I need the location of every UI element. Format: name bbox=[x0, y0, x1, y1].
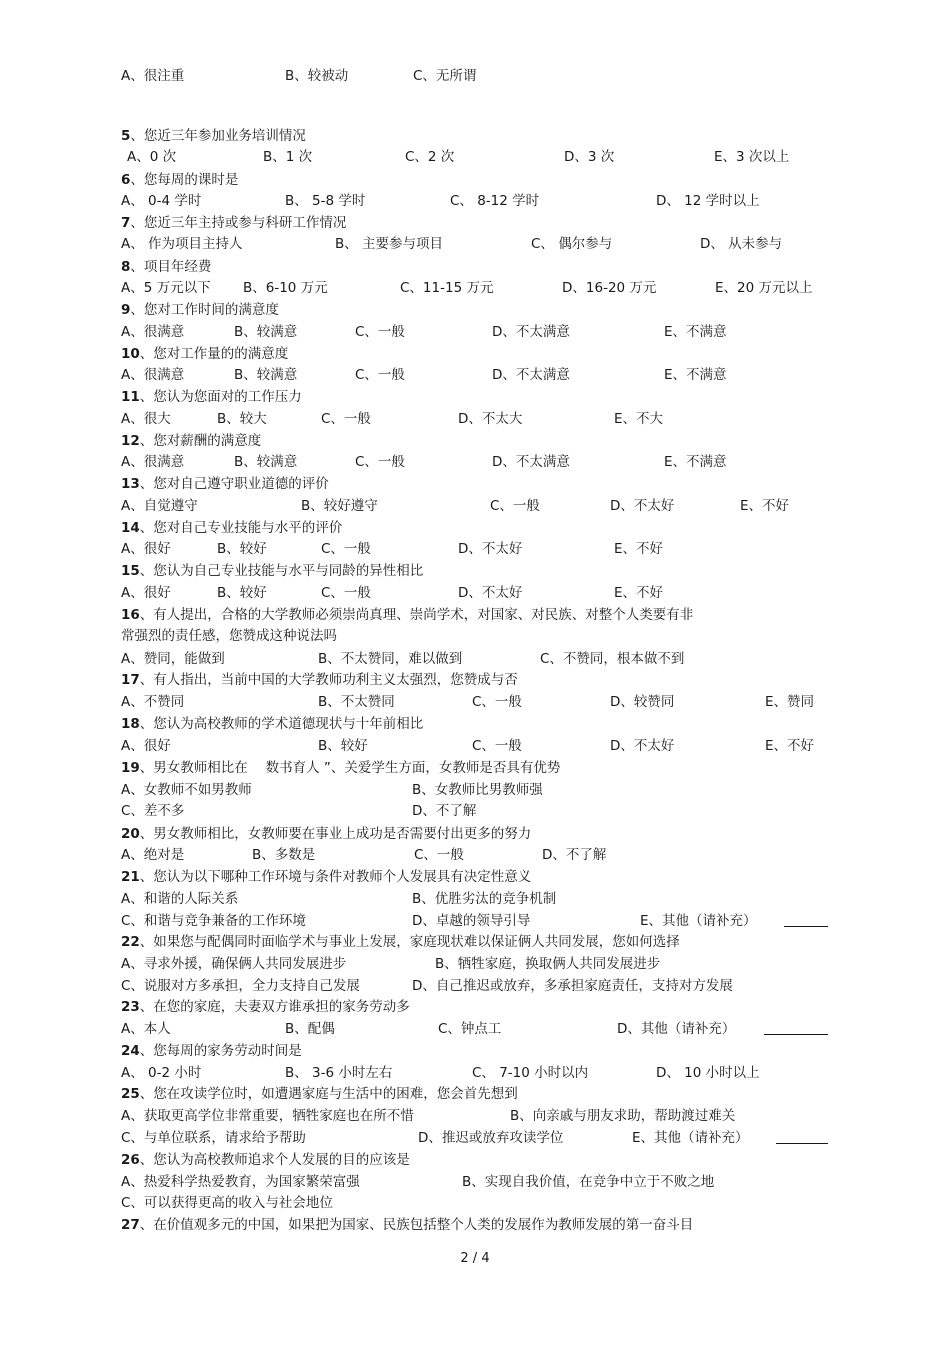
option-a: A、很好 bbox=[121, 585, 171, 601]
question-text: 、您认为高校教师追求个人发展的目的应该是 bbox=[139, 1152, 410, 1168]
option-c: C、一般 bbox=[321, 541, 371, 557]
option-c: C、2 次 bbox=[405, 149, 455, 165]
option-b: B、 主要参与项目 bbox=[335, 236, 444, 252]
option-d: D、不了解 bbox=[542, 847, 607, 863]
question-text: 、您对工作量的的满意度 bbox=[139, 346, 289, 362]
question-26 bbox=[121, 1150, 410, 1170]
option-e: E、不好 bbox=[765, 738, 815, 754]
question-text: 、您在攻读学位时，如遭遇家庭与生活中的困难，您会首先想到 bbox=[139, 1086, 518, 1102]
option-a: A、 作为项目主持人 bbox=[121, 236, 243, 252]
fill-in-blank bbox=[776, 1143, 828, 1144]
option-b: B、较好 bbox=[318, 738, 368, 754]
option-row-21a bbox=[0, 889, 950, 909]
option-row-19a bbox=[0, 780, 950, 800]
option-c: C、不赞同，根本做不到 bbox=[540, 651, 685, 667]
question-text: 、男女教师相比，女教师要在事业上成功是否需要付出更多的努力 bbox=[139, 826, 532, 842]
option-e: E、20 万元以上 bbox=[715, 280, 813, 296]
option-e: E、不满意 bbox=[664, 454, 727, 470]
question-text: 常强烈的责任感，您赞成这种说法吗 bbox=[121, 628, 337, 644]
option-d: D、 10 小时以上 bbox=[656, 1065, 760, 1081]
option-row-5 bbox=[0, 147, 950, 167]
question-text: 、如果您与配偶同时面临学术与事业上发展，家庭现状难以保证俩人共同发展，您如何选择 bbox=[139, 934, 680, 950]
option-c: C、可以获得更高的收入与社会地位 bbox=[121, 1195, 333, 1211]
question-number: 25 bbox=[121, 1086, 140, 1102]
option-row-13 bbox=[0, 496, 950, 516]
option-d: D、不太大 bbox=[458, 411, 523, 427]
option-c: C、一般 bbox=[355, 454, 405, 470]
option-b: B、不太赞同，难以做到 bbox=[318, 651, 463, 667]
option-row-25b bbox=[0, 1128, 950, 1148]
question-text: 、您对薪酬的满意度 bbox=[139, 433, 262, 449]
question-14 bbox=[121, 518, 342, 538]
option-row-10 bbox=[0, 365, 950, 385]
option-c: C、一般 bbox=[414, 847, 464, 863]
option-d: D、3 次 bbox=[564, 149, 615, 165]
option-e: E、不好 bbox=[740, 498, 790, 514]
option-a: A、0 次 bbox=[127, 149, 177, 165]
option-d: D、不了解 bbox=[412, 803, 477, 819]
question-number: 26 bbox=[121, 1152, 140, 1168]
option-row-22b bbox=[0, 976, 950, 996]
option-row-26a bbox=[0, 1172, 950, 1192]
question-21 bbox=[121, 867, 531, 887]
option-d: D、较赞同 bbox=[610, 694, 675, 710]
option-row-18 bbox=[0, 736, 950, 756]
option-b: B、 3-6 小时左右 bbox=[285, 1065, 393, 1081]
option-a: A、不赞同 bbox=[121, 694, 185, 710]
option-b: B、1 次 bbox=[263, 149, 313, 165]
option-e: E、不好 bbox=[614, 541, 664, 557]
option-d: D、其他（请补充） bbox=[617, 1021, 736, 1037]
option-c: C、 7-10 小时以内 bbox=[472, 1065, 589, 1081]
option-b: B、较满意 bbox=[234, 454, 298, 470]
option-b: B、女教师比男教师强 bbox=[412, 782, 543, 798]
option-e: E、不满意 bbox=[664, 324, 727, 340]
question-text: 、有人指出，当前中国的大学教师功利主义太强烈，您赞成与否 bbox=[139, 672, 518, 688]
question-text: 、您认为自己专业技能与水平与同龄的异性相比 bbox=[139, 563, 424, 579]
option-b: B、较好 bbox=[217, 585, 267, 601]
option-c: C、与单位联系，请求给予帮助 bbox=[121, 1130, 306, 1146]
option-row-19b bbox=[0, 801, 950, 821]
question-number: 20 bbox=[121, 826, 140, 842]
option-c: C、一般 bbox=[355, 367, 405, 383]
option-d: D、16-20 万元 bbox=[562, 280, 657, 296]
option-a: A、很满意 bbox=[121, 454, 185, 470]
option-c: C、一般 bbox=[472, 694, 522, 710]
question-13 bbox=[121, 474, 329, 494]
option-d: D、不太好 bbox=[458, 541, 523, 557]
question-17 bbox=[121, 670, 518, 690]
question-number: 21 bbox=[121, 869, 140, 885]
question-number: 13 bbox=[121, 476, 140, 492]
question-text: 、在您的家庭，夫妻双方谁承担的家务劳动多 bbox=[139, 999, 410, 1015]
option-d: D、不太好 bbox=[458, 585, 523, 601]
option-a: A、寻求外援，确保俩人共同发展进步 bbox=[121, 956, 347, 972]
question-10 bbox=[121, 344, 288, 364]
question-16 bbox=[121, 605, 693, 625]
question-number: 11 bbox=[121, 389, 140, 405]
question-text: 、您对自己专业技能与水平的评价 bbox=[139, 520, 343, 536]
option-a: A、热爱科学热爱教育，为国家繁荣富强 bbox=[121, 1174, 360, 1190]
question-text: 、您近三年参加业务培训情况 bbox=[130, 128, 306, 144]
question-5 bbox=[121, 126, 306, 146]
question-number: 9 bbox=[121, 302, 131, 318]
question-24 bbox=[121, 1041, 302, 1061]
option-b: B、多数是 bbox=[252, 847, 316, 863]
option-b: B、较好 bbox=[217, 541, 267, 557]
option-d: D、自己推迟或放弃，多承担家庭责任，支持对方发展 bbox=[412, 978, 733, 994]
question-number: 27 bbox=[121, 1217, 140, 1233]
option-d: D、不太满意 bbox=[492, 454, 570, 470]
question-22 bbox=[121, 932, 680, 952]
option-row-23 bbox=[0, 1019, 950, 1039]
fill-in-blank bbox=[784, 926, 828, 927]
option-b: B、配偶 bbox=[285, 1021, 335, 1037]
option-b: B、牺牲家庭，换取俩人共同发展进步 bbox=[435, 956, 661, 972]
option-a: A、很满意 bbox=[121, 367, 185, 383]
option-a: A、和谐的人际关系 bbox=[121, 891, 239, 907]
option-b: B、不太赞同 bbox=[318, 694, 395, 710]
option-c: C、钟点工 bbox=[438, 1021, 502, 1037]
option-row-20 bbox=[0, 845, 950, 865]
option-c: C、11-15 万元 bbox=[400, 280, 494, 296]
question-16-continued bbox=[121, 626, 337, 646]
option-row-11 bbox=[0, 409, 950, 429]
option-c: C、和谐与竞争兼备的工作环境 bbox=[121, 913, 306, 929]
option-row-8 bbox=[0, 278, 950, 298]
option-d: D、不太满意 bbox=[492, 367, 570, 383]
option-e: E、不好 bbox=[614, 585, 664, 601]
option-d: D、推迟或放弃攻读学位 bbox=[418, 1130, 564, 1146]
option-c: C、说服对方多承担，全力支持自己发展 bbox=[121, 978, 360, 994]
question-number: 23 bbox=[121, 999, 140, 1015]
question-number: 19 bbox=[121, 760, 140, 776]
question-8 bbox=[121, 257, 211, 277]
question-7 bbox=[121, 213, 346, 233]
question-number: 7 bbox=[121, 215, 131, 231]
option-b: B、较被动 bbox=[285, 68, 349, 84]
option-a: A、5 万元以下 bbox=[121, 280, 211, 296]
question-number: 10 bbox=[121, 346, 140, 362]
option-d: D、不太好 bbox=[610, 498, 675, 514]
option-e: E、其他（请补充） bbox=[632, 1130, 749, 1146]
option-row-25a bbox=[0, 1106, 950, 1126]
question-12 bbox=[121, 431, 261, 451]
question-text: 、男女教师相比在 数书育人 ”、关爱学生方面，女教师是否具有优势 bbox=[139, 760, 561, 776]
option-row-12 bbox=[0, 452, 950, 472]
option-c: C、一般 bbox=[355, 324, 405, 340]
option-d: D、不太好 bbox=[610, 738, 675, 754]
option-row-7 bbox=[0, 234, 950, 254]
option-a: A、女教师不如男教师 bbox=[121, 782, 252, 798]
option-e: E、不大 bbox=[614, 411, 664, 427]
page-number: 2 / 4 bbox=[460, 1251, 490, 1266]
option-e: E、不满意 bbox=[664, 367, 727, 383]
option-row-6 bbox=[0, 191, 950, 211]
option-d: D、 从未参与 bbox=[700, 236, 783, 252]
question-text: 、您每周的家务劳动时间是 bbox=[139, 1043, 302, 1059]
option-row-top bbox=[0, 66, 950, 86]
option-a: A、本人 bbox=[121, 1021, 171, 1037]
option-b: B、实现自我价值，在竞争中立于不败之地 bbox=[462, 1174, 715, 1190]
fill-in-blank bbox=[764, 1034, 828, 1035]
option-c: C、差不多 bbox=[121, 803, 185, 819]
option-d: D、不太满意 bbox=[492, 324, 570, 340]
option-b: B、 5-8 学时 bbox=[285, 193, 366, 209]
option-c: C、一般 bbox=[321, 585, 371, 601]
option-row-22a bbox=[0, 954, 950, 974]
option-b: B、较满意 bbox=[234, 367, 298, 383]
option-b: B、向亲戚与朋友求助，帮助渡过难关 bbox=[510, 1108, 736, 1124]
option-a: A、很好 bbox=[121, 541, 171, 557]
option-a: A、 0-2 小时 bbox=[121, 1065, 202, 1081]
option-a: A、很满意 bbox=[121, 324, 185, 340]
option-c: C、无所谓 bbox=[413, 68, 477, 84]
question-number: 17 bbox=[121, 672, 140, 688]
option-b: B、较满意 bbox=[234, 324, 298, 340]
question-9 bbox=[121, 300, 279, 320]
question-number: 12 bbox=[121, 433, 140, 449]
question-number: 8 bbox=[121, 259, 131, 275]
option-c: C、一般 bbox=[472, 738, 522, 754]
question-11 bbox=[121, 387, 302, 407]
option-a: A、获取更高学位非常重要，牺牲家庭也在所不惜 bbox=[121, 1108, 414, 1124]
option-a: A、很注重 bbox=[121, 68, 185, 84]
option-row-16 bbox=[0, 649, 950, 669]
option-row-15 bbox=[0, 583, 950, 603]
option-c: C、一般 bbox=[490, 498, 540, 514]
option-e: E、3 次以上 bbox=[714, 149, 790, 165]
question-text: 、您每周的课时是 bbox=[130, 172, 239, 188]
option-a: A、绝对是 bbox=[121, 847, 185, 863]
option-b: B、6-10 万元 bbox=[243, 280, 328, 296]
question-19 bbox=[121, 758, 560, 778]
question-text: 、在价值观多元的中国，如果把为国家、民族包括整个人类的发展作为教师发展的第一奋斗目 bbox=[139, 1217, 694, 1233]
question-25 bbox=[121, 1084, 518, 1104]
question-27 bbox=[121, 1215, 693, 1235]
option-b: B、较大 bbox=[217, 411, 267, 427]
question-15 bbox=[121, 561, 423, 581]
option-e: E、赞同 bbox=[765, 694, 815, 710]
option-a: A、赞同，能做到 bbox=[121, 651, 225, 667]
question-18 bbox=[121, 714, 423, 734]
question-number: 5 bbox=[121, 128, 131, 144]
question-number: 16 bbox=[121, 607, 140, 623]
question-text: 、您认为您面对的工作压力 bbox=[139, 389, 302, 405]
option-row-17 bbox=[0, 692, 950, 712]
option-d: D、卓越的领导引导 bbox=[412, 913, 531, 929]
option-c: C、 8-12 学时 bbox=[450, 193, 540, 209]
question-number: 6 bbox=[121, 172, 131, 188]
question-text: 、您近三年主持或参与科研工作情况 bbox=[130, 215, 347, 231]
option-row-26b bbox=[0, 1193, 950, 1213]
question-text: 、有人提出，合格的大学教师必须崇尚真理、崇尚学术，对国家、对民族、对整个人类要有非 bbox=[139, 607, 694, 623]
option-row-21b bbox=[0, 911, 950, 931]
question-number: 18 bbox=[121, 716, 140, 732]
question-text: 、您对工作时间的满意度 bbox=[130, 302, 279, 318]
option-row-9 bbox=[0, 322, 950, 342]
option-a: A、很大 bbox=[121, 411, 171, 427]
option-b: B、优胜劣汰的竞争机制 bbox=[412, 891, 557, 907]
question-20 bbox=[121, 824, 531, 844]
option-a: A、很好 bbox=[121, 738, 171, 754]
question-23 bbox=[121, 997, 410, 1017]
option-a: A、 0-4 学时 bbox=[121, 193, 202, 209]
option-b: B、较好遵守 bbox=[301, 498, 378, 514]
option-e: E、其他（请补充） bbox=[640, 913, 757, 929]
option-d: D、 12 学时以上 bbox=[656, 193, 760, 209]
question-text: 、您认为高校教师的学术道德现状与十年前相比 bbox=[139, 716, 424, 732]
question-6 bbox=[121, 170, 238, 190]
question-number: 24 bbox=[121, 1043, 140, 1059]
option-row-14 bbox=[0, 539, 950, 559]
option-c: C、一般 bbox=[321, 411, 371, 427]
option-a: A、自觉遵守 bbox=[121, 498, 198, 514]
question-text: 、您对自己遵守职业道德的评价 bbox=[139, 476, 329, 492]
option-c: C、 偶尔参与 bbox=[531, 236, 613, 252]
question-text: 、您认为以下哪种工作环境与条件对教师个人发展具有决定性意义 bbox=[139, 869, 532, 885]
question-number: 22 bbox=[121, 934, 140, 950]
option-row-24 bbox=[0, 1063, 950, 1083]
question-text: 、项目年经费 bbox=[130, 259, 212, 275]
question-number: 15 bbox=[121, 563, 140, 579]
question-number: 14 bbox=[121, 520, 140, 536]
